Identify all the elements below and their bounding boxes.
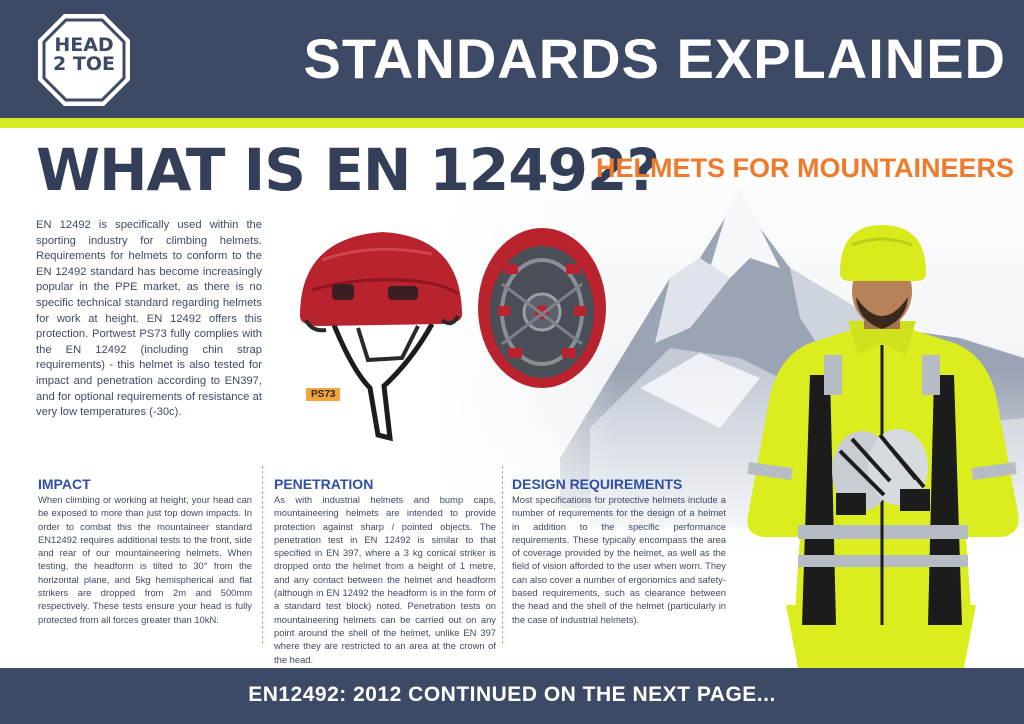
- column-divider-1: [262, 466, 263, 644]
- footer-text: EN12492: 2012 CONTINUED ON THE NEXT PAGE...: [248, 683, 776, 706]
- logo-text-line2: 2 TOE: [53, 53, 115, 75]
- column-divider-2: [502, 466, 503, 644]
- impact-section: [38, 476, 252, 626]
- page-title: WHAT IS EN 12492?: [36, 136, 659, 204]
- design-requirements-heading: DESIGN REQUIREMENTS: [512, 476, 683, 492]
- header-title: STANDARDS EXPLAINED: [303, 27, 1006, 90]
- hi-vis-worker-image: [740, 225, 1024, 668]
- design-requirements-section: [512, 476, 726, 626]
- impact-heading: IMPACT: [38, 476, 91, 492]
- intro-paragraph: EN 12492 is specifically used within the sporting industry for climbing helmets. Requirements for helmets to conform to the EN 12492 standard has become increasingly popular in the PPE market, as there is no specific technical standard regarding helmets for work at height. EN 12492 offers this protection. Portwest PS73 fully complies with the EN 12492 (including chin strap requirements) - this helmet is also tested for impact and penetration according to EN397, and for optional requirements of resistance at very low temperatures (-30c).: [36, 219, 262, 419]
- logo-text-line1: HEAD: [54, 34, 114, 56]
- penetration-heading: PENETRATION: [274, 476, 374, 492]
- product-code-label: PS73: [306, 388, 340, 401]
- helmet-side-view-icon: [292, 220, 472, 448]
- helmet-inside-view-icon: [474, 224, 610, 394]
- penetration-section: [274, 476, 496, 666]
- design-requirements-body: Most specifications for protective helmets include a number of requirements for the design of a helmet in addition to the specific performance requirements. These typically encompass the area of coverage provided by the helmet, as well as the field of vision afforded to the user when worn. They can also cover a number of ergonomics and safety-based requirements, such as clearance between the head and the shell of the helmet (particularly in the case of industrial helmets).: [512, 494, 726, 625]
- page-subtitle: HELMETS FOR MOUNTAINEERS: [596, 153, 1014, 183]
- impact-body: When climbing or working at height, your head can be exposed to more than just top down impacts. In order to combat this the mountaineer standard EN12492 requires additional tests to the front, side and rear of our mountaineering helmets. When testing, the headform is tilted to 30° from the horizontal plane, and 5kg hemispherical and flat strikers are dropped from 2m and 500mm respectively. These tests ensure your head is fully protected from all forces greater than 10kN.: [38, 494, 252, 625]
- penetration-body: As with industrial helmets and bump caps, mountaineering helmets are intended to provide protection against sharp / pointed objects. The penetration test in EN 12492 is similar to that specified in EN 397, where a 3 kg conical striker is dropped onto the helmet from a height of 1 metre, and any contact between the helmet and headform (although in EN 12492 the headform is in the form of a standard test block) noted. Penetration tests on mountaineering helmets can be carried out on any point around the shell of the helmet, unlike EN 397 where they are restricted to an area at the crown of the head.: [274, 494, 496, 665]
- accent-bar: [0, 118, 1024, 128]
- logo-text: [36, 36, 132, 74]
